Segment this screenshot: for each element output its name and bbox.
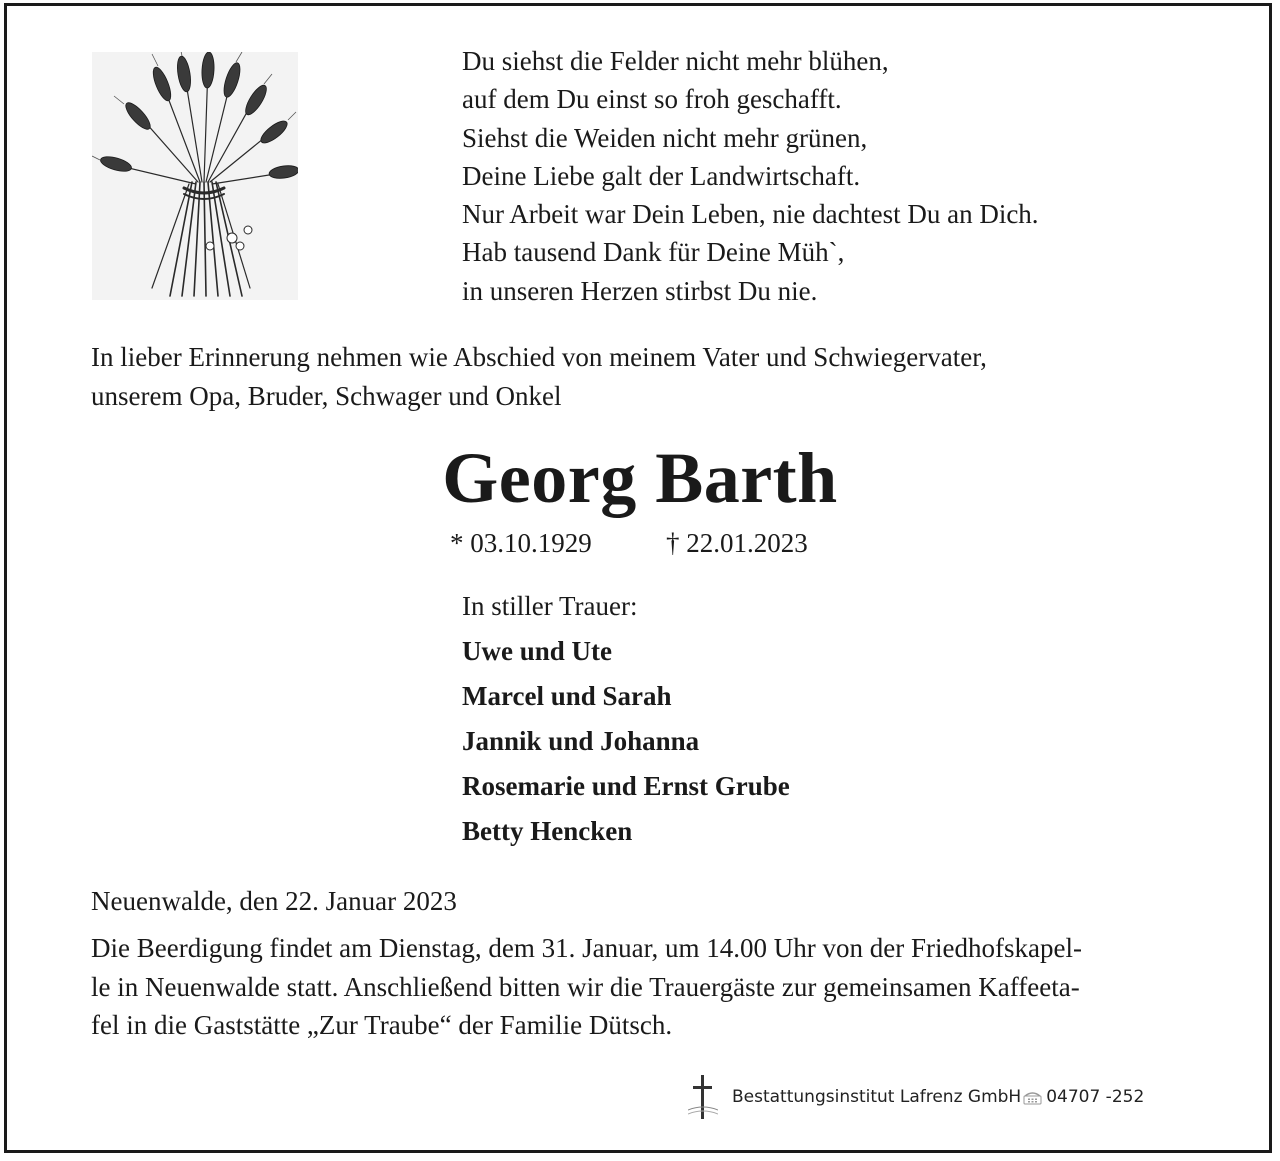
poem-line: Nur Arbeit war Dein Leben, nie dachtest Du an Dich. <box>462 199 1039 230</box>
death-date: † 22.01.2023 <box>666 528 808 558</box>
mourners-list <box>462 589 790 859</box>
poem <box>462 42 1039 310</box>
funeral-line: Die Beerdigung findet am Dienstag, dem 31. Januar, um 14.00 Uhr von der Friedhofskapel- <box>91 933 1082 963</box>
mourners-lead: In stiller Trauer: <box>462 591 638 621</box>
funeral-line: le in Neuenwalde statt. Anschließend bitten wir die Trauergäste zur gemeinsamen Kaffeeta- <box>91 971 1080 1002</box>
mourner-name: Betty Hencken <box>462 816 633 846</box>
undertaker-phone: 04707 -252 <box>1046 1087 1145 1107</box>
place-date: Neuenwalde, den 22. Januar 2023 <box>91 886 457 916</box>
cross-icon <box>688 1074 718 1120</box>
funeral-notice <box>91 929 1082 1045</box>
mourner-name: Uwe und Ute <box>462 636 613 666</box>
wheat-sheaf-icon <box>92 52 298 300</box>
mourner-name: Marcel und Sarah <box>462 681 672 711</box>
undertaker-name: Bestattungsinstitut Lafrenz GmbH <box>732 1087 1022 1107</box>
deceased-name: Georg Barth <box>442 438 838 518</box>
intro-line: In lieber Erinnerung nehmen wie Abschied von meinem Vater und Schwiegervater, <box>91 342 987 372</box>
poem-line: Siehst die Weiden nicht mehr grünen, <box>462 122 868 153</box>
funeral-line: fel in die Gaststätte „Zur Traube“ der Familie Dütsch. <box>91 1010 673 1040</box>
poem-line: auf dem Du einst so froh geschafft. <box>462 84 842 115</box>
poem-line: Deine Liebe galt der Landwirtschaft. <box>462 160 861 191</box>
phone-icon <box>1023 1091 1042 1105</box>
poem-line: in unseren Herzen stirbst Du nie. <box>462 275 818 306</box>
poem-line: Hab tausend Dank für Deine Müh`, <box>462 237 845 268</box>
intro-line: unserem Opa, Bruder, Schwager und Onkel <box>91 380 562 411</box>
undertaker-footer <box>688 1074 1144 1120</box>
mourner-name: Rosemarie und Ernst Grube <box>462 771 790 801</box>
poem-line: Du siehst die Felder nicht mehr blühen, <box>462 46 889 76</box>
birth-date: * 03.10.1929 <box>450 528 592 558</box>
mourner-name: Jannik und Johanna <box>462 726 700 756</box>
intro-text <box>91 338 987 415</box>
